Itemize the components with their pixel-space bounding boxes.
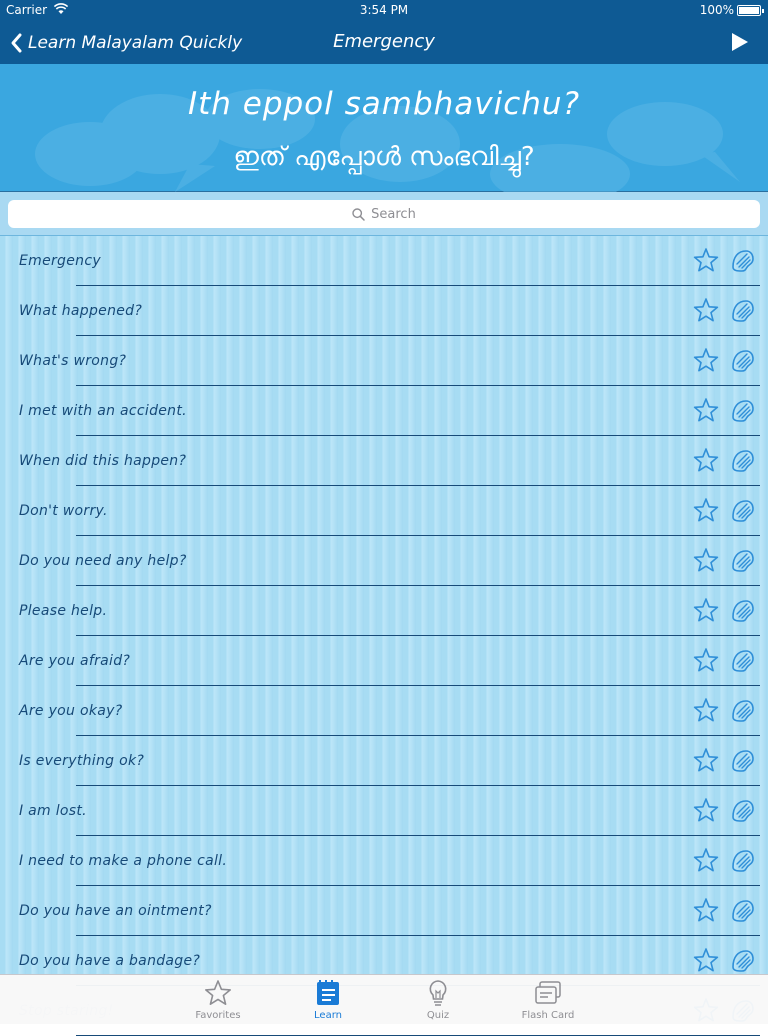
favorite-star-icon[interactable] [693,797,719,823]
battery-percentage: 100% [699,3,734,17]
phrase-row[interactable] [0,886,768,936]
tab-bar [0,974,768,1024]
favorite-star-icon[interactable] [693,847,719,873]
favorite-star-icon[interactable] [693,497,719,523]
status-bar [0,0,768,20]
star-icon [204,979,232,1007]
phrase-row[interactable] [0,736,768,786]
favorite-star-icon[interactable] [693,947,719,973]
play-icon[interactable] [730,31,750,53]
page-title: Emergency [333,31,435,52]
favorite-star-icon[interactable] [693,597,719,623]
navigation-bar [0,20,768,64]
tab-label: Quiz [426,1010,450,1021]
phrase-text: Don't worry. [19,503,108,519]
favorite-star-icon[interactable] [693,297,719,323]
phrase-text: Do you have an ointment? [19,903,212,919]
play-audio-icon[interactable] [729,847,755,873]
play-audio-icon[interactable] [729,797,755,823]
phrase-row[interactable] [0,286,768,336]
favorite-star-icon[interactable] [693,547,719,573]
tab-flash-card[interactable] [493,975,603,1025]
play-audio-icon[interactable] [729,247,755,273]
favorite-star-icon[interactable] [693,247,719,273]
favorite-star-icon[interactable] [693,447,719,473]
back-button[interactable] [10,30,242,56]
phrase-text: Emergency [19,253,101,269]
play-audio-icon[interactable] [729,747,755,773]
clock: 3:54 PM [359,3,409,17]
tab-label: Flash Card [521,1010,575,1021]
phrase-row[interactable] [0,386,768,436]
search-icon [352,208,365,221]
play-audio-icon[interactable] [729,947,755,973]
phrase-text: I met with an accident. [19,403,187,419]
phrase-text: Is everything ok? [19,753,145,769]
phrase-list [0,236,768,974]
banner-transliteration: Ith eppol sambhavichu? [187,86,581,122]
favorite-star-icon[interactable] [693,747,719,773]
tab-favorites[interactable] [163,975,273,1025]
phrase-text: Are you okay? [19,703,123,719]
carrier-label: Carrier [6,3,48,17]
flash-card-icon [534,979,562,1007]
phrase-text: I need to make a phone call. [19,853,228,869]
lightbulb-icon [424,979,452,1007]
play-audio-icon[interactable] [729,647,755,673]
phrase-text: Do you need any help? [19,553,187,569]
tab-label: Favorites [195,1010,241,1021]
favorite-star-icon[interactable] [693,347,719,373]
back-button-label: Learn Malayalam Quickly [28,33,243,53]
phrase-row[interactable] [0,536,768,586]
search-placeholder: Search [371,206,416,222]
play-audio-icon[interactable] [729,547,755,573]
phrase-row[interactable] [0,836,768,886]
favorite-star-icon[interactable] [693,647,719,673]
phrase-text: Do you have a bandage? [19,953,201,969]
phrase-text: Are you afraid? [19,653,131,669]
play-audio-icon[interactable] [729,497,755,523]
phrase-row[interactable] [0,236,768,286]
phrase-row[interactable] [0,786,768,836]
phrase-text: What happened? [19,303,143,319]
phrase-row[interactable] [0,636,768,686]
search-input[interactable] [8,200,760,228]
phrase-text: When did this happen? [19,453,187,469]
favorite-star-icon[interactable] [693,397,719,423]
favorite-star-icon[interactable] [693,697,719,723]
phrase-banner [0,64,768,192]
phrase-row[interactable] [0,336,768,386]
book-icon [314,979,342,1007]
phrase-row[interactable] [0,586,768,636]
play-audio-icon[interactable] [729,397,755,423]
play-audio-icon[interactable] [729,697,755,723]
phrase-text: What's wrong? [19,353,127,369]
favorite-star-icon[interactable] [693,897,719,923]
banner-malayalam-text: ഇത് എപ്പോൾ സംഭവിച്ചു? [233,142,535,172]
phrase-row[interactable] [0,686,768,736]
play-audio-icon[interactable] [729,897,755,923]
play-audio-icon[interactable] [729,447,755,473]
play-audio-icon[interactable] [729,297,755,323]
search-bar [0,192,768,236]
chevron-left-icon [10,33,22,53]
tab-learn[interactable] [273,975,383,1025]
play-audio-icon[interactable] [729,347,755,373]
top-bar [0,0,768,64]
tab-label: Learn [314,1010,342,1021]
play-audio-icon[interactable] [729,597,755,623]
battery-icon [737,5,761,16]
tab-quiz[interactable] [383,975,493,1025]
phrase-text: Please help. [19,603,108,619]
phrase-text: I am lost. [19,803,87,819]
phrase-row[interactable] [0,486,768,536]
phrase-row[interactable] [0,436,768,486]
